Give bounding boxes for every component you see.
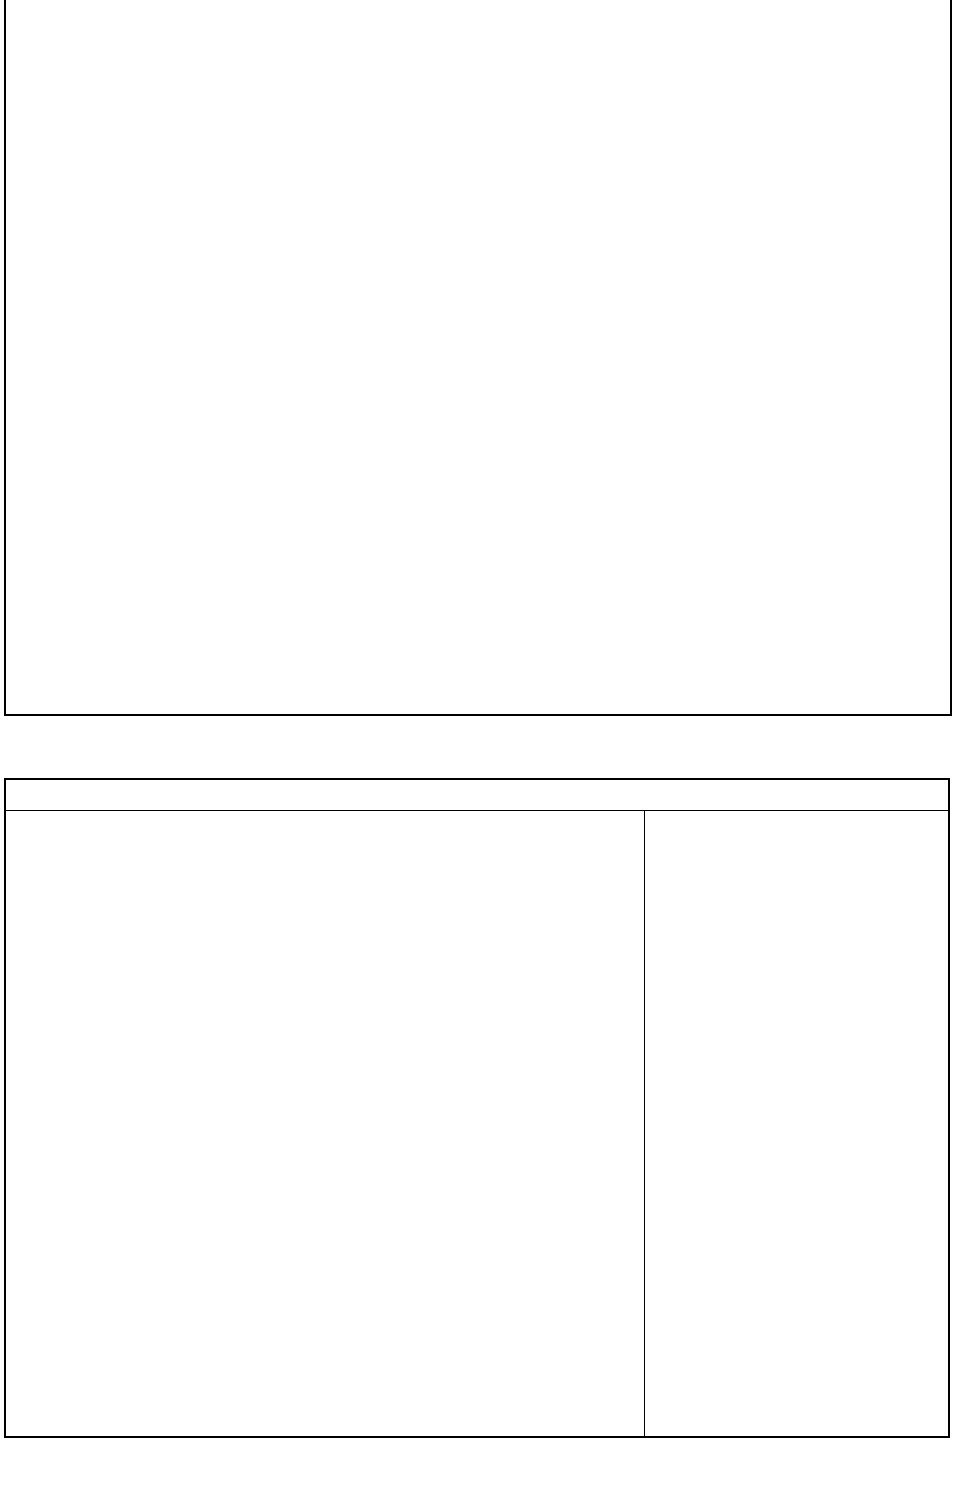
header-divider [6, 810, 948, 811]
table-caption [6, 780, 636, 810]
curriculum-text-box [4, 0, 952, 716]
column-divider [644, 810, 645, 1438]
topics-table [4, 778, 950, 1438]
